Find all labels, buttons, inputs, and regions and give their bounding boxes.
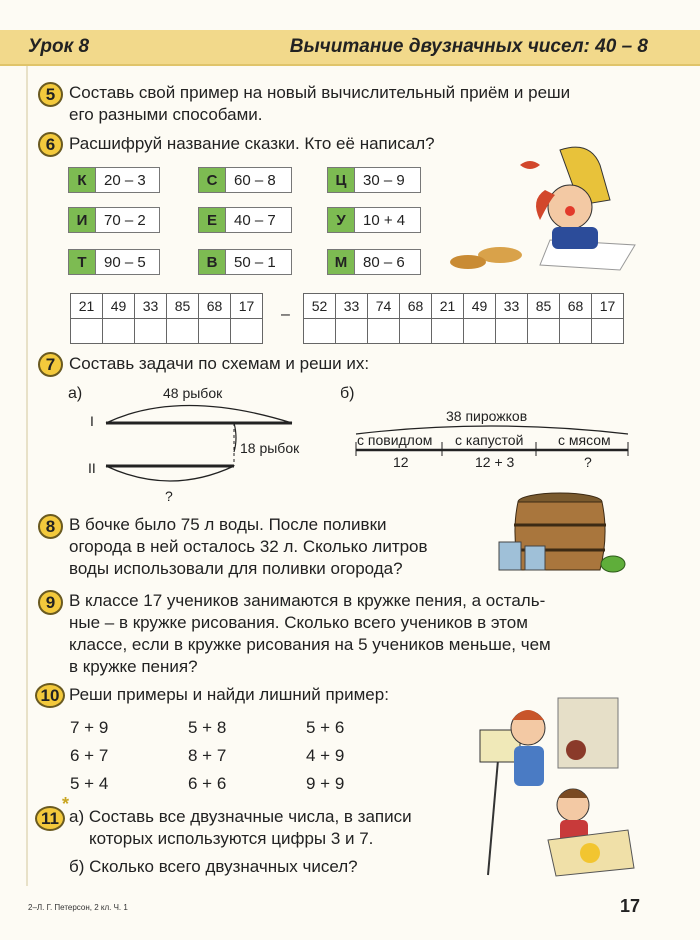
- task-8-text: [69, 514, 479, 580]
- scheme-a-label: а): [68, 385, 83, 402]
- example: 7 + 9: [70, 718, 109, 737]
- task-number-9: 9: [38, 590, 63, 615]
- example: 5 + 4: [70, 774, 109, 793]
- code-cell: 33: [135, 294, 167, 319]
- scheme-a-diff: 18 рыбок: [240, 440, 300, 456]
- cipher-card: [68, 207, 160, 233]
- task-number-11: 11: [35, 806, 65, 831]
- code-cell: 17: [231, 294, 263, 319]
- example: 8 + 7: [188, 746, 227, 765]
- cipher-expression: 60 – 8: [234, 171, 276, 189]
- answer-cell[interactable]: [304, 319, 336, 344]
- task-5-text: [69, 82, 639, 126]
- cipher-card: [198, 249, 292, 275]
- task-9-line: в кружке пения?: [69, 657, 198, 676]
- scheme-b-val3: ?: [584, 454, 592, 470]
- cipher-letter: М: [328, 250, 355, 274]
- scheme-a-row1: I: [90, 413, 94, 429]
- brace-bottom: [106, 466, 234, 481]
- code-cell: 33: [496, 294, 528, 319]
- example: 6 + 7: [70, 746, 109, 765]
- answer-cell[interactable]: [592, 319, 624, 344]
- clown-illustration: [440, 145, 640, 275]
- cipher-letter: С: [199, 168, 226, 192]
- code-cell: 68: [199, 294, 231, 319]
- task-number-10: 10: [35, 683, 65, 708]
- cipher-card: [68, 249, 160, 275]
- easel-board: [558, 698, 618, 768]
- code-cell: 17: [592, 294, 624, 319]
- cipher-card: [327, 167, 421, 193]
- example: 9 + 9: [306, 774, 345, 793]
- answer-cell[interactable]: [199, 319, 231, 344]
- cipher-card: [198, 207, 292, 233]
- task-number-7: 7: [38, 352, 63, 377]
- boy-shirt: [514, 746, 544, 786]
- example: 4 + 9: [306, 746, 345, 765]
- bucket: [499, 542, 521, 570]
- cipher-expression: 20 – 3: [104, 171, 146, 189]
- scheme-b-seg1: с повидлом: [357, 432, 433, 448]
- scheme-b-val1: 12: [393, 454, 409, 470]
- task-5-line: его разными способами.: [69, 105, 263, 124]
- scheme-a-total: 48 рыбок: [163, 385, 223, 401]
- task-number-6: 6: [38, 132, 63, 157]
- scheme-a-row2: II: [88, 460, 96, 476]
- task-8-line: воды использовали для поливки огорода?: [69, 559, 403, 578]
- task-8-line: В бочке было 75 л воды. После поливки: [69, 515, 387, 534]
- code-cell: 74: [368, 294, 400, 319]
- answer-table-right: [303, 293, 624, 344]
- page-frame-line: [26, 66, 28, 886]
- task-9-line: классе, если в кружке рисования на 5 учеников меньше, чем: [69, 635, 551, 654]
- task-number-5: 5: [38, 82, 63, 107]
- music-stand-leg: [488, 760, 498, 875]
- task-7-text: Составь задачи по схемам и реши их:: [69, 354, 370, 373]
- answer-cell[interactable]: [560, 319, 592, 344]
- task-number-8: 8: [38, 514, 63, 539]
- cipher-card: [327, 207, 421, 233]
- clown-nose: [565, 206, 575, 216]
- scheme-b-total: 38 пирожков: [446, 408, 528, 424]
- cipher-card: [68, 167, 160, 193]
- answer-cell[interactable]: [368, 319, 400, 344]
- cipher-expression: 80 – 6: [363, 253, 405, 271]
- code-cell: 49: [103, 294, 135, 319]
- task-8-line: огорода в ней осталось 32 л. Сколько литров: [69, 537, 428, 556]
- task-11-line: которых используются цифры 3 и 7.: [89, 829, 374, 848]
- cipher-expression: 90 – 5: [104, 253, 146, 271]
- code-cell: 21: [432, 294, 464, 319]
- cipher-letter: У: [328, 208, 355, 232]
- cipher-expression: 10 + 4: [363, 211, 406, 229]
- task-10-text: Реши примеры и найди лишний пример:: [69, 685, 389, 704]
- task-11-line: а) Составь все двузначные числа, в записи: [69, 807, 412, 826]
- code-cell: 85: [167, 294, 199, 319]
- barrel-illustration: [495, 490, 635, 580]
- answer-cell[interactable]: [103, 319, 135, 344]
- cipher-expression: 30 – 9: [363, 171, 405, 189]
- code-cell: 52: [304, 294, 336, 319]
- cipher-card: [198, 167, 292, 193]
- code-cell: 21: [71, 294, 103, 319]
- cipher-letter: Т: [69, 250, 96, 274]
- brace-top: [106, 406, 292, 424]
- task-5-line: Составь свой пример на новый вычислительный приём и реши: [69, 83, 571, 102]
- answer-cell[interactable]: [400, 319, 432, 344]
- cipher-expression: 40 – 7: [234, 211, 276, 229]
- task-6-text: Расшифруй название сказки. Кто её написал?: [69, 134, 435, 153]
- drawn-sun: [580, 843, 600, 863]
- cipher-letter: В: [199, 250, 226, 274]
- cipher-card: [327, 249, 421, 275]
- scheme-b-val2: 12 + 3: [475, 454, 515, 470]
- clown-shirt: [552, 227, 598, 249]
- topic-title: Вычитание двузначных чисел: 40 – 8: [289, 36, 648, 57]
- answer-cell[interactable]: [496, 319, 528, 344]
- lesson-title: Урок 8: [28, 36, 90, 57]
- answer-cell[interactable]: [528, 319, 560, 344]
- footer-credit: 2–Л. Г. Петерсон, 2 кл. Ч. 1: [28, 903, 128, 912]
- cipher-letter: Ц: [328, 168, 355, 192]
- code-cell: 49: [464, 294, 496, 319]
- cipher-letter: Е: [199, 208, 226, 232]
- scheme-a-diagram: [100, 398, 300, 494]
- scheme-b-label: б): [340, 385, 355, 402]
- task-9-text: [69, 590, 631, 678]
- answer-cell[interactable]: [432, 319, 464, 344]
- example: 5 + 6: [306, 718, 345, 737]
- code-cell: 68: [400, 294, 432, 319]
- cipher-expression: 70 – 2: [104, 211, 146, 229]
- bucket: [525, 546, 545, 570]
- scheme-a-question: ?: [165, 488, 173, 504]
- difficulty-star: *: [62, 794, 70, 814]
- word-separator: –: [281, 306, 290, 323]
- task-9-line: В классе 17 учеников занимаются в кружке пения, а осталь-: [69, 591, 546, 610]
- cipher-letter: К: [69, 168, 96, 192]
- second-boy-hair: [558, 789, 588, 798]
- cipher-letter: И: [69, 208, 96, 232]
- scheme-b-seg3: с мясом: [558, 432, 611, 448]
- page-number: 17: [619, 896, 640, 916]
- example: 5 + 8: [188, 718, 227, 737]
- header-divider: [0, 64, 700, 66]
- answer-cell[interactable]: [336, 319, 368, 344]
- answer-cell[interactable]: [464, 319, 496, 344]
- scheme-b-seg2: с капустой: [455, 432, 524, 448]
- frog: [601, 556, 625, 572]
- answer-table-left: [70, 293, 263, 344]
- bun-shape: [450, 255, 486, 269]
- cipher-expression: 50 – 1: [234, 253, 276, 271]
- boy-hair: [512, 710, 544, 720]
- answer-cell[interactable]: [135, 319, 167, 344]
- task-11-text: [69, 806, 489, 878]
- children-illustration: [478, 690, 638, 880]
- vase: [566, 740, 586, 760]
- task-11-line: б) Сколько всего двузначных чисел?: [69, 857, 358, 876]
- answer-cell[interactable]: [71, 319, 103, 344]
- answer-cell[interactable]: [231, 319, 263, 344]
- example: 6 + 6: [188, 774, 227, 793]
- fish-shape: [520, 161, 540, 169]
- answer-cell[interactable]: [167, 319, 199, 344]
- code-cell: 33: [336, 294, 368, 319]
- task-9-line: ные – в кружке рисования. Сколько всего учеников в этом: [69, 613, 528, 632]
- code-cell: 85: [528, 294, 560, 319]
- code-cell: 68: [560, 294, 592, 319]
